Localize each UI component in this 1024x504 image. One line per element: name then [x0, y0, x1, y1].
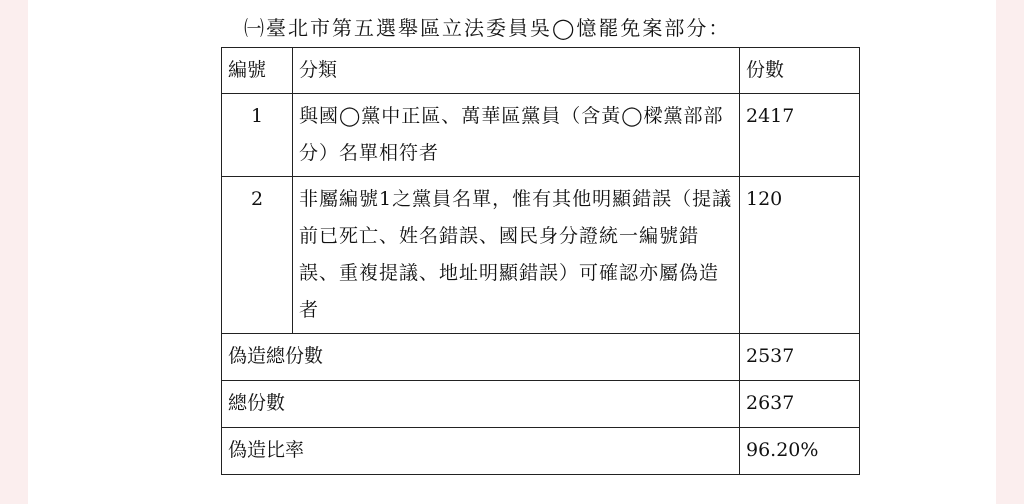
- table-header-row: [222, 48, 860, 94]
- summary-label: 偽造比率: [222, 428, 740, 475]
- table-row: [222, 177, 860, 334]
- table-row: [222, 94, 860, 177]
- summary-row: [222, 428, 860, 475]
- header-category: 分類: [293, 48, 740, 94]
- summary-value: 2537: [740, 334, 860, 381]
- summary-row: [222, 334, 860, 381]
- section-heading: ㈠臺北市第五選舉區立法委員吳◯憶罷免案部分：: [244, 16, 731, 40]
- summary-label: 總份數: [222, 381, 740, 428]
- row-category: 非屬編號1之黨員名單，惟有其他明顯錯誤（提議前已死亡、姓名錯誤、國民身分證統一編號錯誤、重複提議、地址明顯錯誤）可確認亦屬偽造者: [293, 177, 740, 334]
- header-count: 份數: [740, 48, 860, 94]
- row-number: 2: [222, 177, 293, 334]
- summary-value: 2637: [740, 381, 860, 428]
- header-number: 編號: [222, 48, 293, 94]
- row-count: 2417: [740, 94, 860, 177]
- document-page: [28, 0, 996, 504]
- row-count: 120: [740, 177, 860, 334]
- summary-value: 96.20%: [740, 428, 860, 475]
- recall-forgery-table: [221, 47, 860, 475]
- row-category: 與國◯黨中正區、萬華區黨員（含黃◯樑黨部部分）名單相符者: [293, 94, 740, 177]
- row-number: 1: [222, 94, 293, 177]
- summary-row: [222, 381, 860, 428]
- summary-label: 偽造總份數: [222, 334, 740, 381]
